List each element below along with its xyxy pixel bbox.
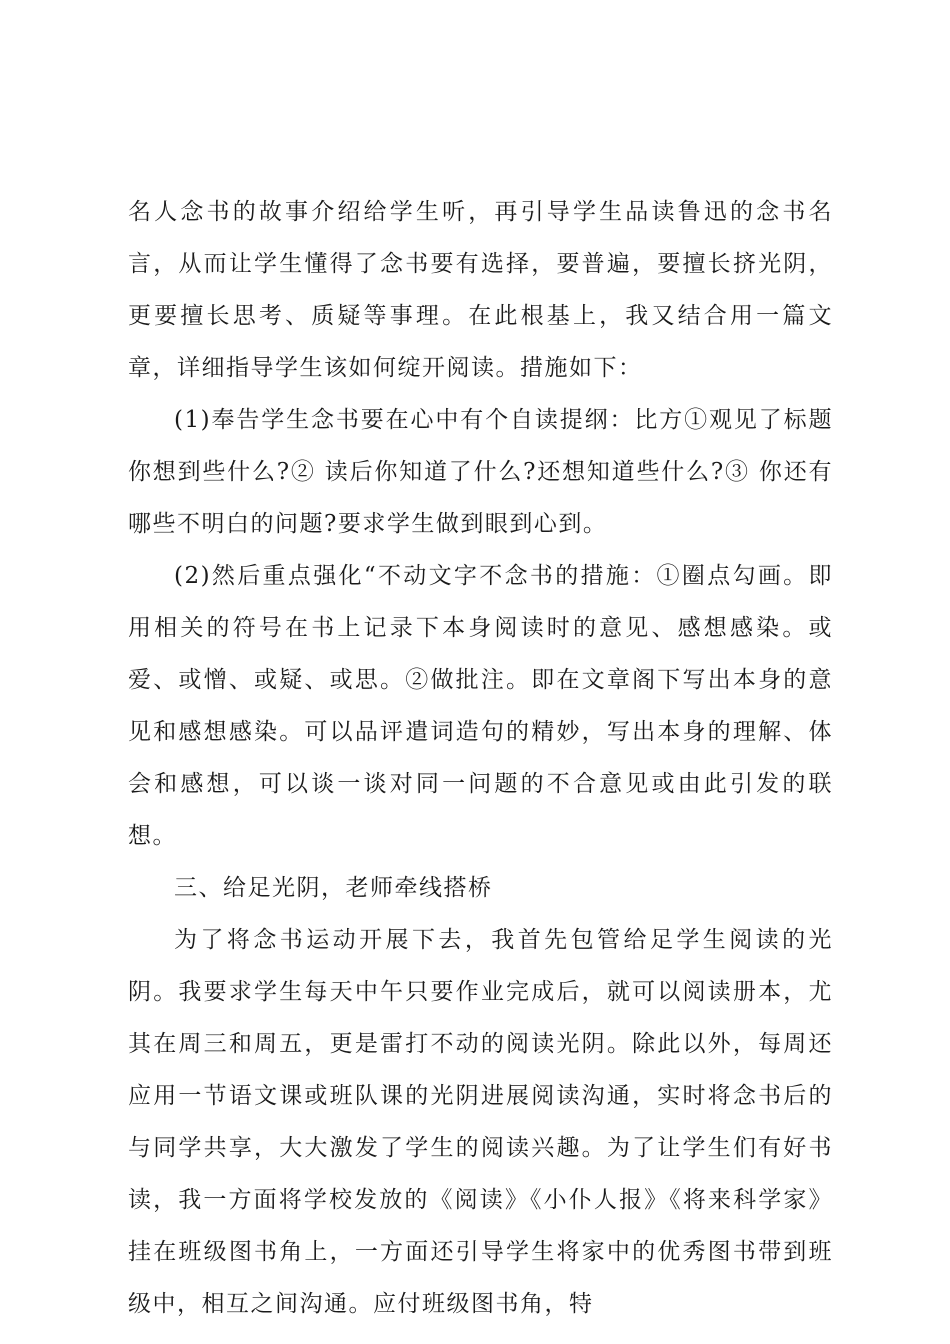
paragraph: (2)然后重点强化“不动文字不念书的措施：①圈点勾画。即用相关的符号在书上记录下本身阅读时的意见、感想感染。或爱、或憎、或疑、或思。②做批注。即在文章阁下写出本身的意见和感想感染。可以品评遣词造句的精妙，写出本身的理解、体会和感想，可以谈一谈对同一问题的不合意见或由此引发的联想。 bbox=[128, 563, 833, 849]
paragraph: 为了将念书运动开展下去，我首先包管给足学生阅读的光阴。我要求学生每天中午只要作业完成后，就可以阅读册本，尤其在周三和周五，更是雷打不动的阅读光阴。除此以外，每周还应用一节语文课或班队课的光阴进展阅读沟通，实时将念书后的与同学共享，大大激发了学生的阅读兴趣。为了让学生们有好书读，我一方面将学校发放的《阅读》《小仆人报》《将来科学家》挂在班级图书角上，一方面还引导学生将家中的优秀图书带到班级中，相互之间沟通。应付班级图书角，特 bbox=[128, 927, 833, 1317]
section-heading: 三、给足光阴，老师牵线搭桥 bbox=[174, 875, 493, 901]
body-text bbox=[128, 186, 833, 1330]
paragraph: (1)奉告学生念书要在心中有个自读提纲：比方①观见了标题你想到些什么?② 读后你知道了什么?还想知道些什么?③ 你还有哪些不明白的问题?要求学生做到眼到心到。 bbox=[128, 407, 833, 537]
paragraph: 名人念书的故事介绍给学生听，再引导学生品读鲁迅的念书名言，从而让学生懂得了念书要有选择，要普遍，要擅长挤光阴，更要擅长思考、质疑等事理。在此根基上，我又结合用一篇文章，详细指导学生该如何绽开阅读。措施如下： bbox=[128, 199, 833, 381]
